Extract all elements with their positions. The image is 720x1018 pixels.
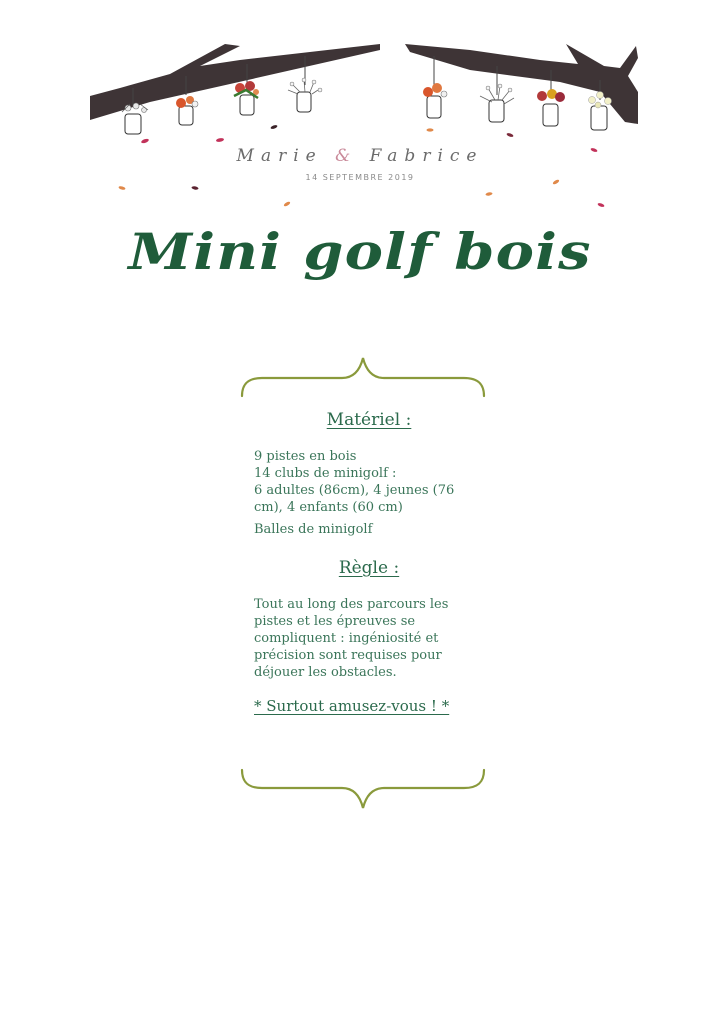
regle-line: précision sont requises pour xyxy=(254,648,442,663)
jar xyxy=(125,114,141,134)
jar xyxy=(240,95,254,115)
bottom-brace-decoration xyxy=(238,766,488,812)
couple-second-name: Fabrice xyxy=(369,146,484,166)
couple-first-name: Marie xyxy=(236,146,323,166)
ampersand: & xyxy=(335,146,358,166)
jar xyxy=(591,106,607,130)
flower-bouquet xyxy=(288,78,322,94)
materiel-line: 6 adultes (86cm), 4 jeunes (76 xyxy=(254,483,455,498)
materiel-line: 14 clubs de minigolf : xyxy=(254,466,397,481)
jar xyxy=(179,106,193,125)
materiel-line: Balles de minigolf xyxy=(254,522,373,537)
wedding-date: 14 SEPTEMBRE 2019 xyxy=(305,173,415,182)
tree-branches-illustration xyxy=(0,0,720,220)
falling-petals xyxy=(118,124,605,207)
flower-bouquet xyxy=(537,89,565,102)
materiel-heading: Matériel : xyxy=(326,410,412,430)
regle-paragraph xyxy=(254,596,484,681)
materiel-list xyxy=(254,448,484,538)
top-brace-decoration xyxy=(238,354,488,400)
couple-names xyxy=(0,146,720,166)
jar xyxy=(489,100,504,122)
regle-line: pistes et les épreuves se xyxy=(254,614,416,629)
flower-bouquet xyxy=(423,83,447,97)
page-title: Mini golf bois xyxy=(128,222,592,281)
jar xyxy=(543,104,558,126)
regle-line: Tout au long des parcours les xyxy=(254,597,449,612)
materiel-line: 9 pistes en bois xyxy=(254,449,357,464)
regle-line: déjouer les obstacles. xyxy=(254,665,397,680)
regle-heading: Règle : xyxy=(338,558,400,578)
closing-note: * Surtout amusez-vous ! * xyxy=(254,697,450,715)
left-branch xyxy=(90,44,380,120)
jar xyxy=(427,96,441,118)
content-panel xyxy=(254,410,484,715)
materiel-line: cm), 4 enfants (60 cm) xyxy=(254,500,403,515)
jar xyxy=(297,92,311,112)
regle-line: compliquent : ingéniosité et xyxy=(254,631,439,646)
